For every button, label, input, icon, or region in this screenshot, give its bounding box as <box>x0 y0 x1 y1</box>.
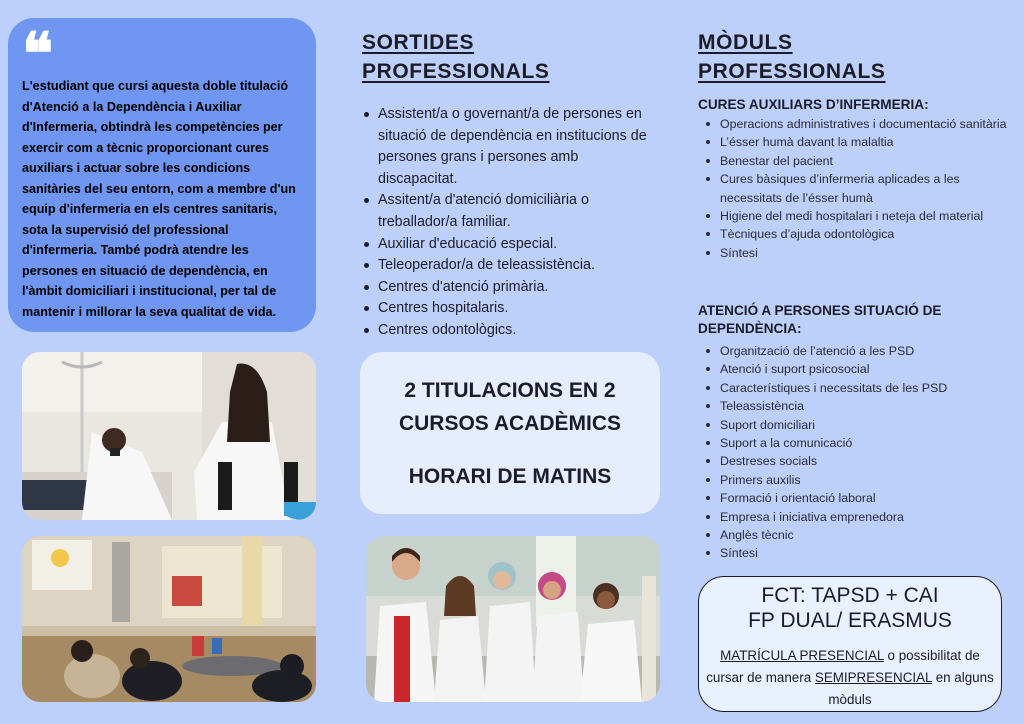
matricula-presencial: MATRÍCULA PRESENCIAL <box>720 648 884 663</box>
list-item: Assitent/a d'atenció domiciliària o treballador/a familiar. <box>360 190 660 233</box>
matricula-text-mid: o possibilitat de cursar de manera <box>706 648 980 685</box>
quote-icon: ❝ <box>22 20 50 88</box>
cures-auxiliars-title: CURES AUXILIARS D’INFERMERIA: <box>698 97 929 112</box>
list-item: Benestar del pacient <box>702 152 1018 170</box>
atencio-dependencia-list <box>702 342 1018 563</box>
list-item: Teleoperador/a de teleassistència. <box>360 255 660 277</box>
list-item: Síntesi <box>702 544 1018 562</box>
fp-dual-title: FP DUAL/ ERASMUS <box>748 609 952 632</box>
sortides-heading <box>362 28 550 86</box>
list-item: Cures bàsiques d’infermeria aplicades a les necessitats de l’ésser humà <box>702 170 1018 207</box>
list-item: Organització de l’atenció a les PSD <box>702 342 1018 360</box>
list-item: Primers auxilis <box>702 471 1018 489</box>
fct-box <box>698 576 1002 712</box>
photo-students-group <box>366 536 660 702</box>
moduls-heading <box>698 28 886 86</box>
matricula-text <box>699 645 1001 711</box>
intro-quote-box <box>8 18 316 332</box>
sortides-list <box>360 104 660 342</box>
cures-auxiliars-list <box>702 115 1018 262</box>
matricula-text-end: en alguns mòduls <box>828 670 994 707</box>
list-item: Teleassistència <box>702 397 1018 415</box>
list-item: Síntesi <box>702 244 1018 262</box>
highlight-line2: CURSOS ACADÈMICS <box>398 411 622 435</box>
fct-title: FCT: TAPSD + CAI <box>761 584 939 607</box>
list-item: Destreses socials <box>702 452 1018 470</box>
list-item: Formació i orientació laboral <box>702 489 1018 507</box>
list-item: Operacions administratives i documentació sanitària <box>702 115 1018 133</box>
list-item: Auxiliar d'educació especial. <box>360 234 660 256</box>
list-item: Tècniques d’ajuda odontològica <box>702 225 1018 243</box>
moduls-heading-line2: PROFESSIONALS <box>698 60 886 83</box>
sortides-heading-line1: SORTIDES <box>362 31 475 54</box>
intro-text: L'estudiant que cursi aquesta doble titulació d'Atenció a la Dependència i Auxiliar d'Infermeria, obtindrà les competències per exercir com a tècnic proporcionant cures auxiliars i actuar sobre les condicions sanitàries del seu entorn, com a membre d'un equip d'infermeria en els centres sanitaris, sota la supervisió del professional d'infermeria. També podrà atendre les persones en situació de dependència, en l'àmbit domiciliari i institucional, per tal de mantenir i millorar la seva qualitat de vida. <box>22 79 296 319</box>
atencio-dependencia-title: ATENCIÓ A PERSONES SITUACIÓ DE DEPENDÈNCIA: <box>698 303 942 336</box>
highlight-line3: HORARI DE MATINS <box>408 464 612 488</box>
list-item: Atenció i suport psicosocial <box>702 360 1018 378</box>
list-item: Higiene del medi hospitalari i neteja del material <box>702 207 1018 225</box>
photo-nursing-practice <box>22 352 316 520</box>
list-item: Centres hospitalaris. <box>360 298 660 320</box>
list-item: Assistent/a o governant/a de persones en situació de dependència en institucions de persones grans i persones amb discapacitat. <box>360 104 660 190</box>
moduls-heading-line1: MÒDULS <box>698 31 793 54</box>
semipresencial: SEMIPRESENCIAL <box>814 670 932 685</box>
list-item: Característiques i necessitats de les PSD <box>702 379 1018 397</box>
list-item: Anglès tècnic <box>702 526 1018 544</box>
sortides-heading-line2: PROFESSIONALS <box>362 60 550 83</box>
list-item: Empresa i iniciativa emprenedora <box>702 508 1018 526</box>
highlight-line1: 2 TITULACIONS EN 2 <box>404 378 616 402</box>
photo-classroom <box>22 536 316 702</box>
list-item: L’ésser humà davant la malaltia <box>702 133 1018 151</box>
list-item: Suport domiciliari <box>702 416 1018 434</box>
list-item: Centres odontològics. <box>360 320 660 342</box>
titulacions-highlight-box <box>360 352 660 514</box>
list-item: Suport a la comunicació <box>702 434 1018 452</box>
list-item: Centres d'atenció primària. <box>360 277 660 299</box>
